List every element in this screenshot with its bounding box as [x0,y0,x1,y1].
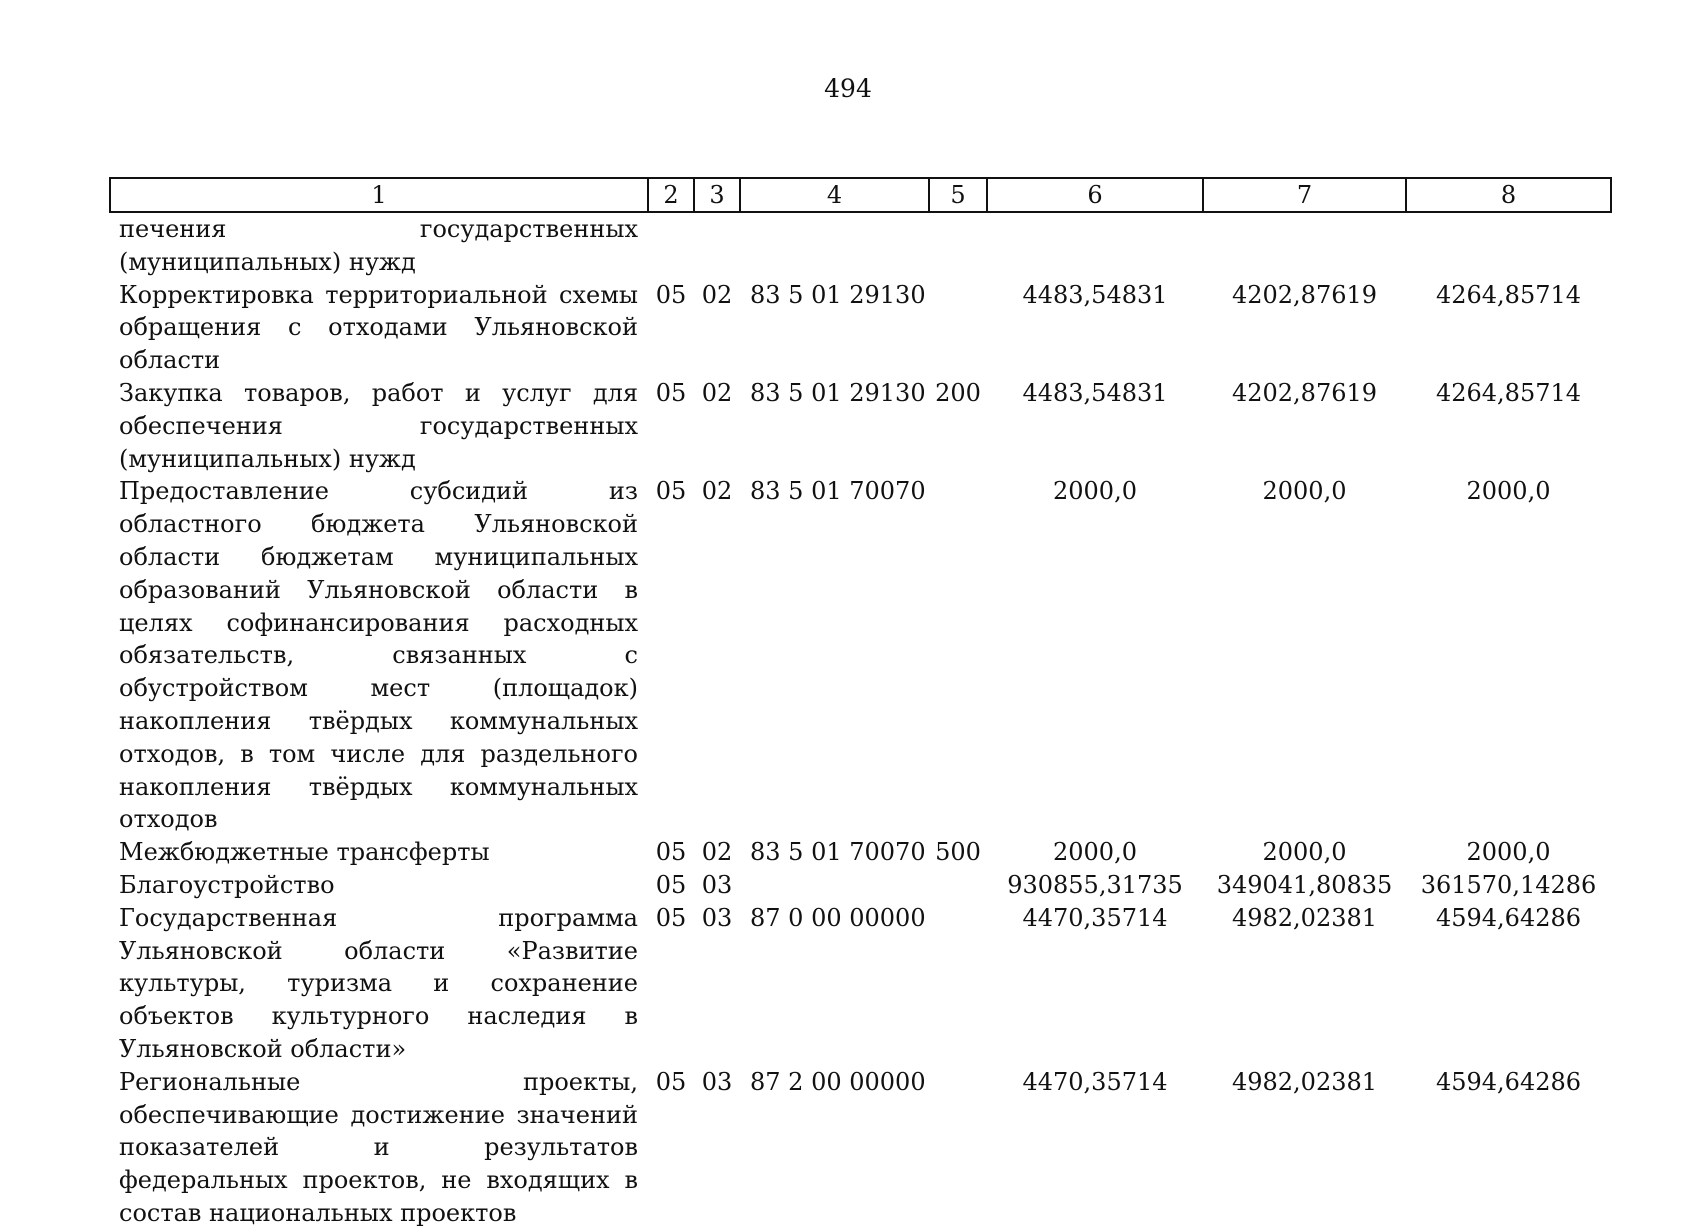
row-section: 05 [655,378,687,407]
header-col-2: 2 [648,178,694,212]
row-expense-type [929,279,987,377]
row-amount-7: 349041,80835 [1216,870,1393,899]
row-amount-6: 930855,31735 [1007,870,1183,899]
header-col-5: 5 [929,178,987,212]
row-amount-7 [1203,212,1406,279]
header-col-6: 6 [987,178,1203,212]
row-amount-8: 4594,64286 [1435,1067,1582,1096]
row-name: Межбюджетные трансферты [119,838,490,867]
row-amount-8: 361570,14286 [1420,870,1597,899]
row-amount-6: 4470,35714 [1022,1067,1168,1096]
header-col-1: 1 [110,178,648,212]
row-amount-6: 4483,54831 [1022,280,1168,309]
header-col-3: 3 [694,178,740,212]
row-name: Благоустройство [119,870,335,899]
row-section [648,212,694,279]
row-expense-type: 500 [935,838,981,867]
row-amount-6: 2000,0 [1053,838,1137,867]
row-subsection [694,212,740,279]
row-name: Корректировка территориальной схемы обращения с отходами Ульяновской области [119,280,638,375]
row-section: 05 [655,870,687,899]
row-section: 05 [655,838,687,867]
row-target-code: 83 5 01 70070 [750,477,926,506]
header-row [110,178,1611,212]
row-section: 05 [655,1067,687,1096]
row-target-code [740,869,929,902]
row-amount-8: 4264,85714 [1435,378,1582,407]
header-col-8: 8 [1406,178,1611,212]
row-expense-type [929,212,987,279]
row-amount-6: 2000,0 [1053,477,1137,506]
row-target-code: 87 2 00 00000 [750,1067,926,1096]
table-row [110,902,1611,1066]
row-name: печения государственных (муниципальных) нужд [119,215,638,276]
header-col-7: 7 [1203,178,1406,212]
row-amount-8: 2000,0 [1466,838,1551,867]
row-expense-type [929,902,987,1066]
row-expense-type: 200 [935,378,981,407]
budget-table [109,177,1612,1230]
row-name: Предоставление субсидий из областного бюджета Ульяновской области бюджетам муниципальных образований Ульяновской области в целях софинансирования расходных обязательств, связанных с обустройством мест (площадок) накопления твёрдых коммунальных отходов, в том числе для раздельного накопления твёрдых коммунальных отходов [119,477,638,834]
row-expense-type [929,475,987,836]
table-row [110,212,1611,279]
row-section: 05 [655,477,687,506]
row-amount-8: 4594,64286 [1435,903,1582,932]
row-section: 05 [655,280,687,309]
row-amount-7: 4982,02381 [1231,903,1378,932]
row-amount-7: 4202,87619 [1231,378,1378,407]
table-row [110,377,1611,475]
table-row [110,869,1611,902]
page-number: 494 [824,74,872,103]
row-amount-7: 2000,0 [1262,477,1347,506]
row-target-code [740,212,929,279]
row-subsection: 02 [701,477,733,506]
row-amount-6: 4470,35714 [1022,903,1168,932]
row-expense-type [929,1066,987,1230]
row-subsection: 02 [701,838,733,867]
row-target-code: 83 5 01 29130 [750,378,926,407]
header-col-4: 4 [740,178,929,212]
table-row [110,1066,1611,1230]
row-subsection: 03 [701,903,733,932]
row-expense-type [929,869,987,902]
row-subsection: 03 [701,870,733,899]
row-amount-7: 2000,0 [1262,838,1347,867]
row-subsection: 02 [701,280,733,309]
row-name: Региональные проекты, обеспечивающие достижение значений показателей и результатов федеральных проектов, не входящих в состав национальных проектов [119,1067,638,1227]
row-amount-8 [1406,212,1611,279]
row-target-code: 83 5 01 70070 [750,838,926,867]
row-amount-7: 4202,87619 [1231,280,1378,309]
row-section: 05 [655,903,687,932]
row-subsection: 03 [701,1067,733,1096]
row-amount-8: 4264,85714 [1435,280,1582,309]
row-subsection: 02 [701,378,733,407]
table-row [110,836,1611,869]
row-amount-7: 4982,02381 [1231,1067,1378,1096]
row-amount-6: 4483,54831 [1022,378,1168,407]
row-amount-8: 2000,0 [1466,477,1551,506]
row-name: Закупка товаров, работ и услуг для обеспечения государственных (муниципальных) нужд [119,378,638,473]
row-target-code: 87 0 00 00000 [750,903,926,932]
row-target-code: 83 5 01 29130 [750,280,926,309]
row-name: Государственная программа Ульяновской области «Развитие культуры, туризма и сохранение объектов культурного наследия в Ульяновской области» [119,903,638,1063]
table-row [110,279,1611,377]
table-row [110,475,1611,836]
row-amount-6 [987,212,1203,279]
